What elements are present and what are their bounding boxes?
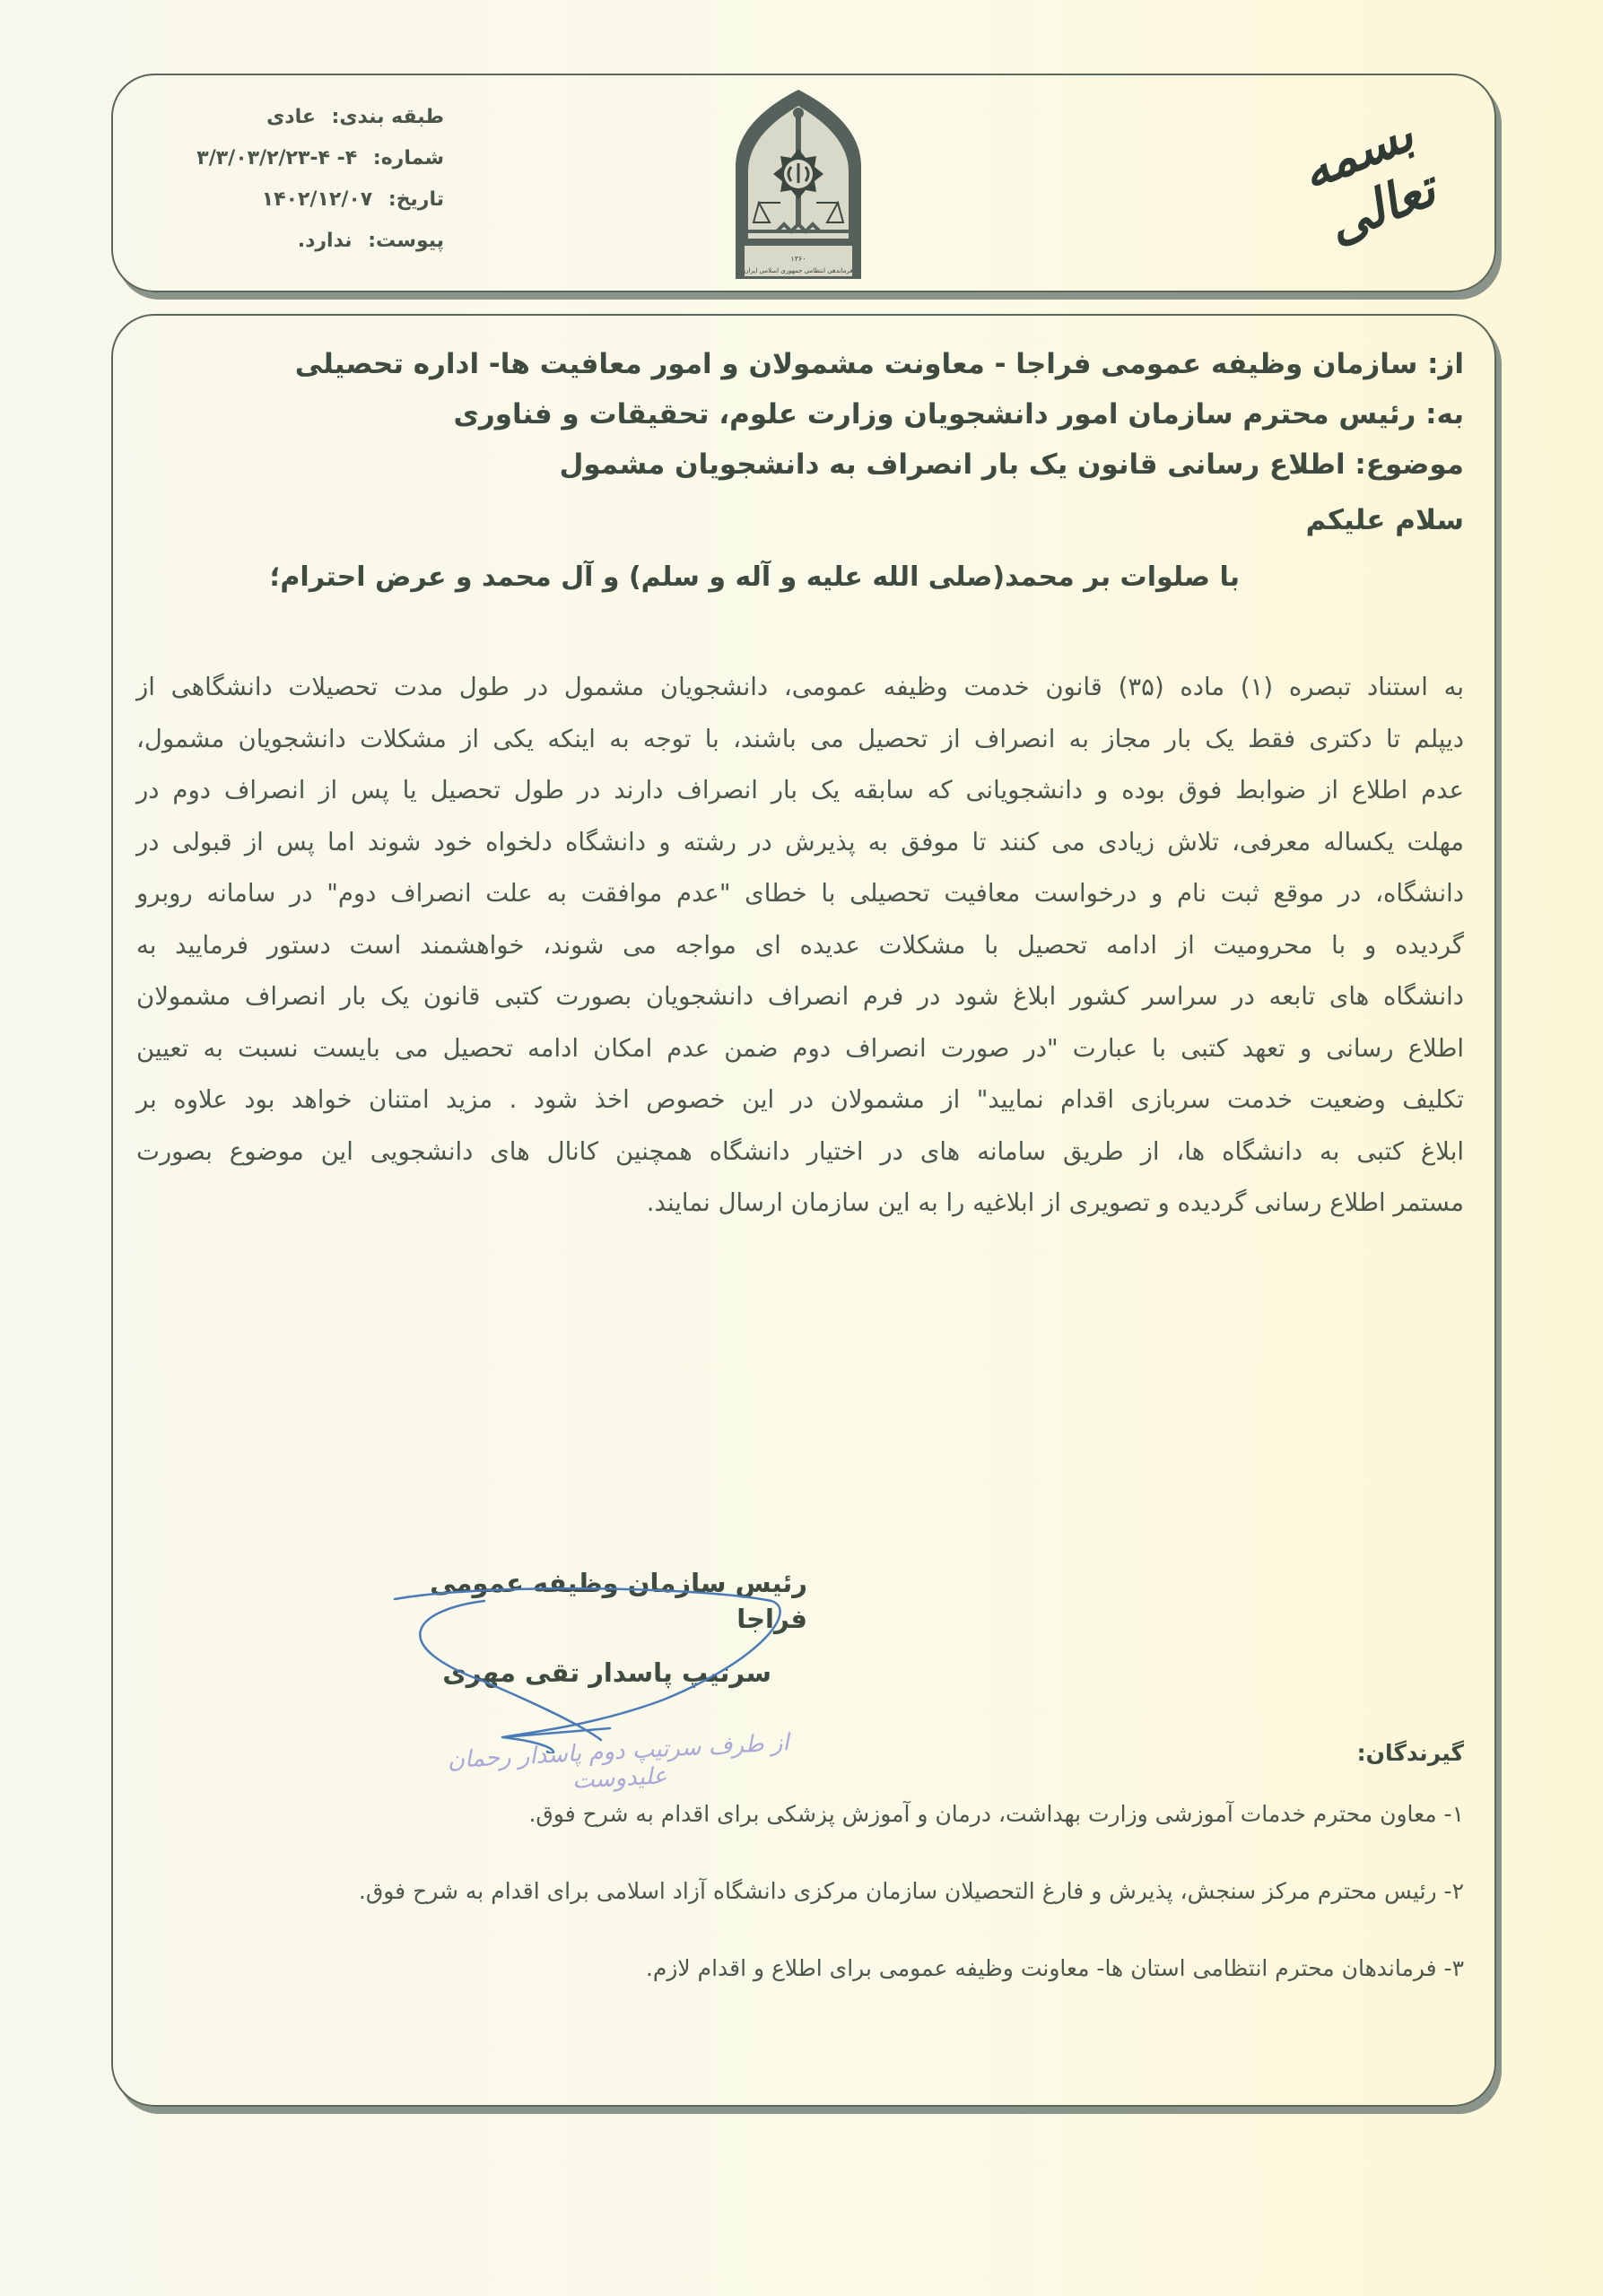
basmala-calligraphy: بسمه تعالی	[1293, 103, 1444, 256]
recipient-item: ۳- فرماندهان محترم انتظامی استان ها- معاونت وظیفه عمومی برای اطلاع و اقدام لازم.	[645, 1955, 1464, 1981]
from-value: سازمان وظیفه عمومی فراجا - معاونت مشمولان و امور معافیت ها- اداره تحصیلی	[294, 348, 1418, 380]
meta-value: ندارد.	[297, 230, 353, 252]
body-line: دیپلم تا دکتری فقط یک بار مجاز به انصراف از تحصیل می باشند، با توجه به اینکه یکی از مشکلات دانشجویان مشمول،	[136, 724, 1464, 753]
to-value: رئیس محترم سازمان امور دانشجویان وزارت علوم، تحقیقات و فناوری	[453, 398, 1416, 430]
body-line: مهلت یکساله معرفی، تلاش زیادی می کنند تا موفق به پذیرش در رشته و دانشگاه دلخواه خود شوند اما پس از قبولی در	[136, 827, 1464, 857]
meta-label: طبقه بندی:	[331, 106, 444, 128]
recipient-item: ۱- معاون محترم خدمات آموزشی وزارت بهداشت، درمان و آموزش پزشکی برای اقدام به شرح فوق.	[528, 1801, 1464, 1827]
meta-classification	[184, 97, 444, 138]
body-line: دانشگاه، در موقع ثبت نام و درخواست معافیت تحصیلی با خطای "عدم موافقت به علت انصراف دوم" در سامانه روبرو	[136, 879, 1464, 908]
signature-block	[395, 1565, 807, 1691]
signatory-name: سرتیپ پاسدار تقی مهری	[442, 1657, 771, 1688]
body-line: به استناد تبصره (۱) ماده (۳۵) قانون خدمت وظیفه عمومی، دانشجویان مشمول در طول مدت تحصیلات دانشگاهی از	[136, 673, 1464, 701]
subject-label: موضوع:	[1355, 448, 1464, 481]
handwritten-note: از طرف سرتیپ دوم پاسدار رحمان علیدوست	[447, 1729, 790, 1795]
signatory-title: رئیس سازمان وظیفه عمومی فراجا	[430, 1568, 807, 1634]
body-line: عدم اطلاع از ضوابط فوق بوده و دانشجویانی که سابقه یک بار انصراف دارند در طول تحصیل یا پس از انصراف دوم در	[136, 776, 1464, 804]
from-label: از:	[1427, 348, 1464, 380]
meta-number	[184, 138, 444, 179]
body-line: ابلاغ کتبی به دانشگاه ها، از طریق سامانه های در اختیار دانشگاه همچنین کانال های دانشجویی این موضوع بصورت	[136, 1136, 1464, 1166]
body-line: اطلاع رسانی و تعهد کتبی با عبارت "در صورت انصراف دوم ضمن عدم امکان ادامه تحصیل می بایست نسبت به تعیین	[136, 1033, 1464, 1063]
body-line: مستمر اطلاع رسانی گردیده و تصویری از ابلاغیه را به این سازمان ارسال نمایند.	[646, 1188, 1464, 1217]
meta-date	[184, 179, 444, 221]
recipients-title: گیرندگان:	[1356, 1740, 1464, 1766]
recipients-list	[163, 1731, 1464, 2007]
letter-content	[136, 339, 1464, 1230]
meta-value: ۱۴۰۲/۱۲/۰۷	[261, 188, 373, 211]
to-label: به:	[1425, 398, 1464, 430]
recipient-item: ۲- رئیس محترم مرکز سنجش، پذیرش و فارغ التحصیلان سازمان مرکزی دانشگاه آزاد اسلامی برای اقدام به شرح فوق.	[358, 1878, 1464, 1904]
subject-line	[136, 439, 1464, 490]
police-emblem-icon	[727, 86, 870, 285]
svg-text:فرماندهی انتظامی جمهوری اسلامی: فرماندهی انتظامی جمهوری اسلامی ایران	[744, 267, 853, 274]
to-line	[136, 389, 1464, 439]
meta-label: پیوست:	[368, 230, 444, 252]
meta-value: ۴- ۴-۳/۳/۰۳/۲/۲۳	[196, 147, 358, 170]
meta-label: تاریخ:	[388, 188, 444, 211]
body-line: دانشگاه های تابعه در سراسر کشور ابلاغ شود در فرم انصراف دانشجویان بصورت کتبی قانون یک بار انصراف مشمولان	[136, 982, 1464, 1011]
meta-value: عادی	[266, 106, 316, 128]
subject-value: اطلاع رسانی قانون یک بار انصراف به دانشجویان مشمول	[559, 448, 1346, 481]
letter-meta	[184, 97, 444, 262]
salawat-line: با صلوات بر محمد(صلی الله علیه و آله و سلم) و آل محمد و عرض احترام؛	[269, 561, 1240, 593]
body-line: گردیده و با محرومیت از ادامه تحصیل با مشکلات عدیده ای مواجه می شوند، خواهشمند است دستور فرمایید به	[136, 930, 1464, 960]
meta-label: شماره:	[372, 147, 444, 170]
svg-text:۱۳۶۰: ۱۳۶۰	[790, 255, 806, 263]
body-paragraph	[136, 662, 1464, 1230]
meta-attachment	[184, 221, 444, 262]
body-line: تکلیف وضعیت خدمت سربازی اقدام نمایید" از مشمولان در این خصوص اخذ شود . مزید امتنان خواهد بود علاوه بر	[136, 1085, 1464, 1114]
from-line	[136, 339, 1464, 389]
greeting: سلام علیکم	[1305, 504, 1464, 536]
